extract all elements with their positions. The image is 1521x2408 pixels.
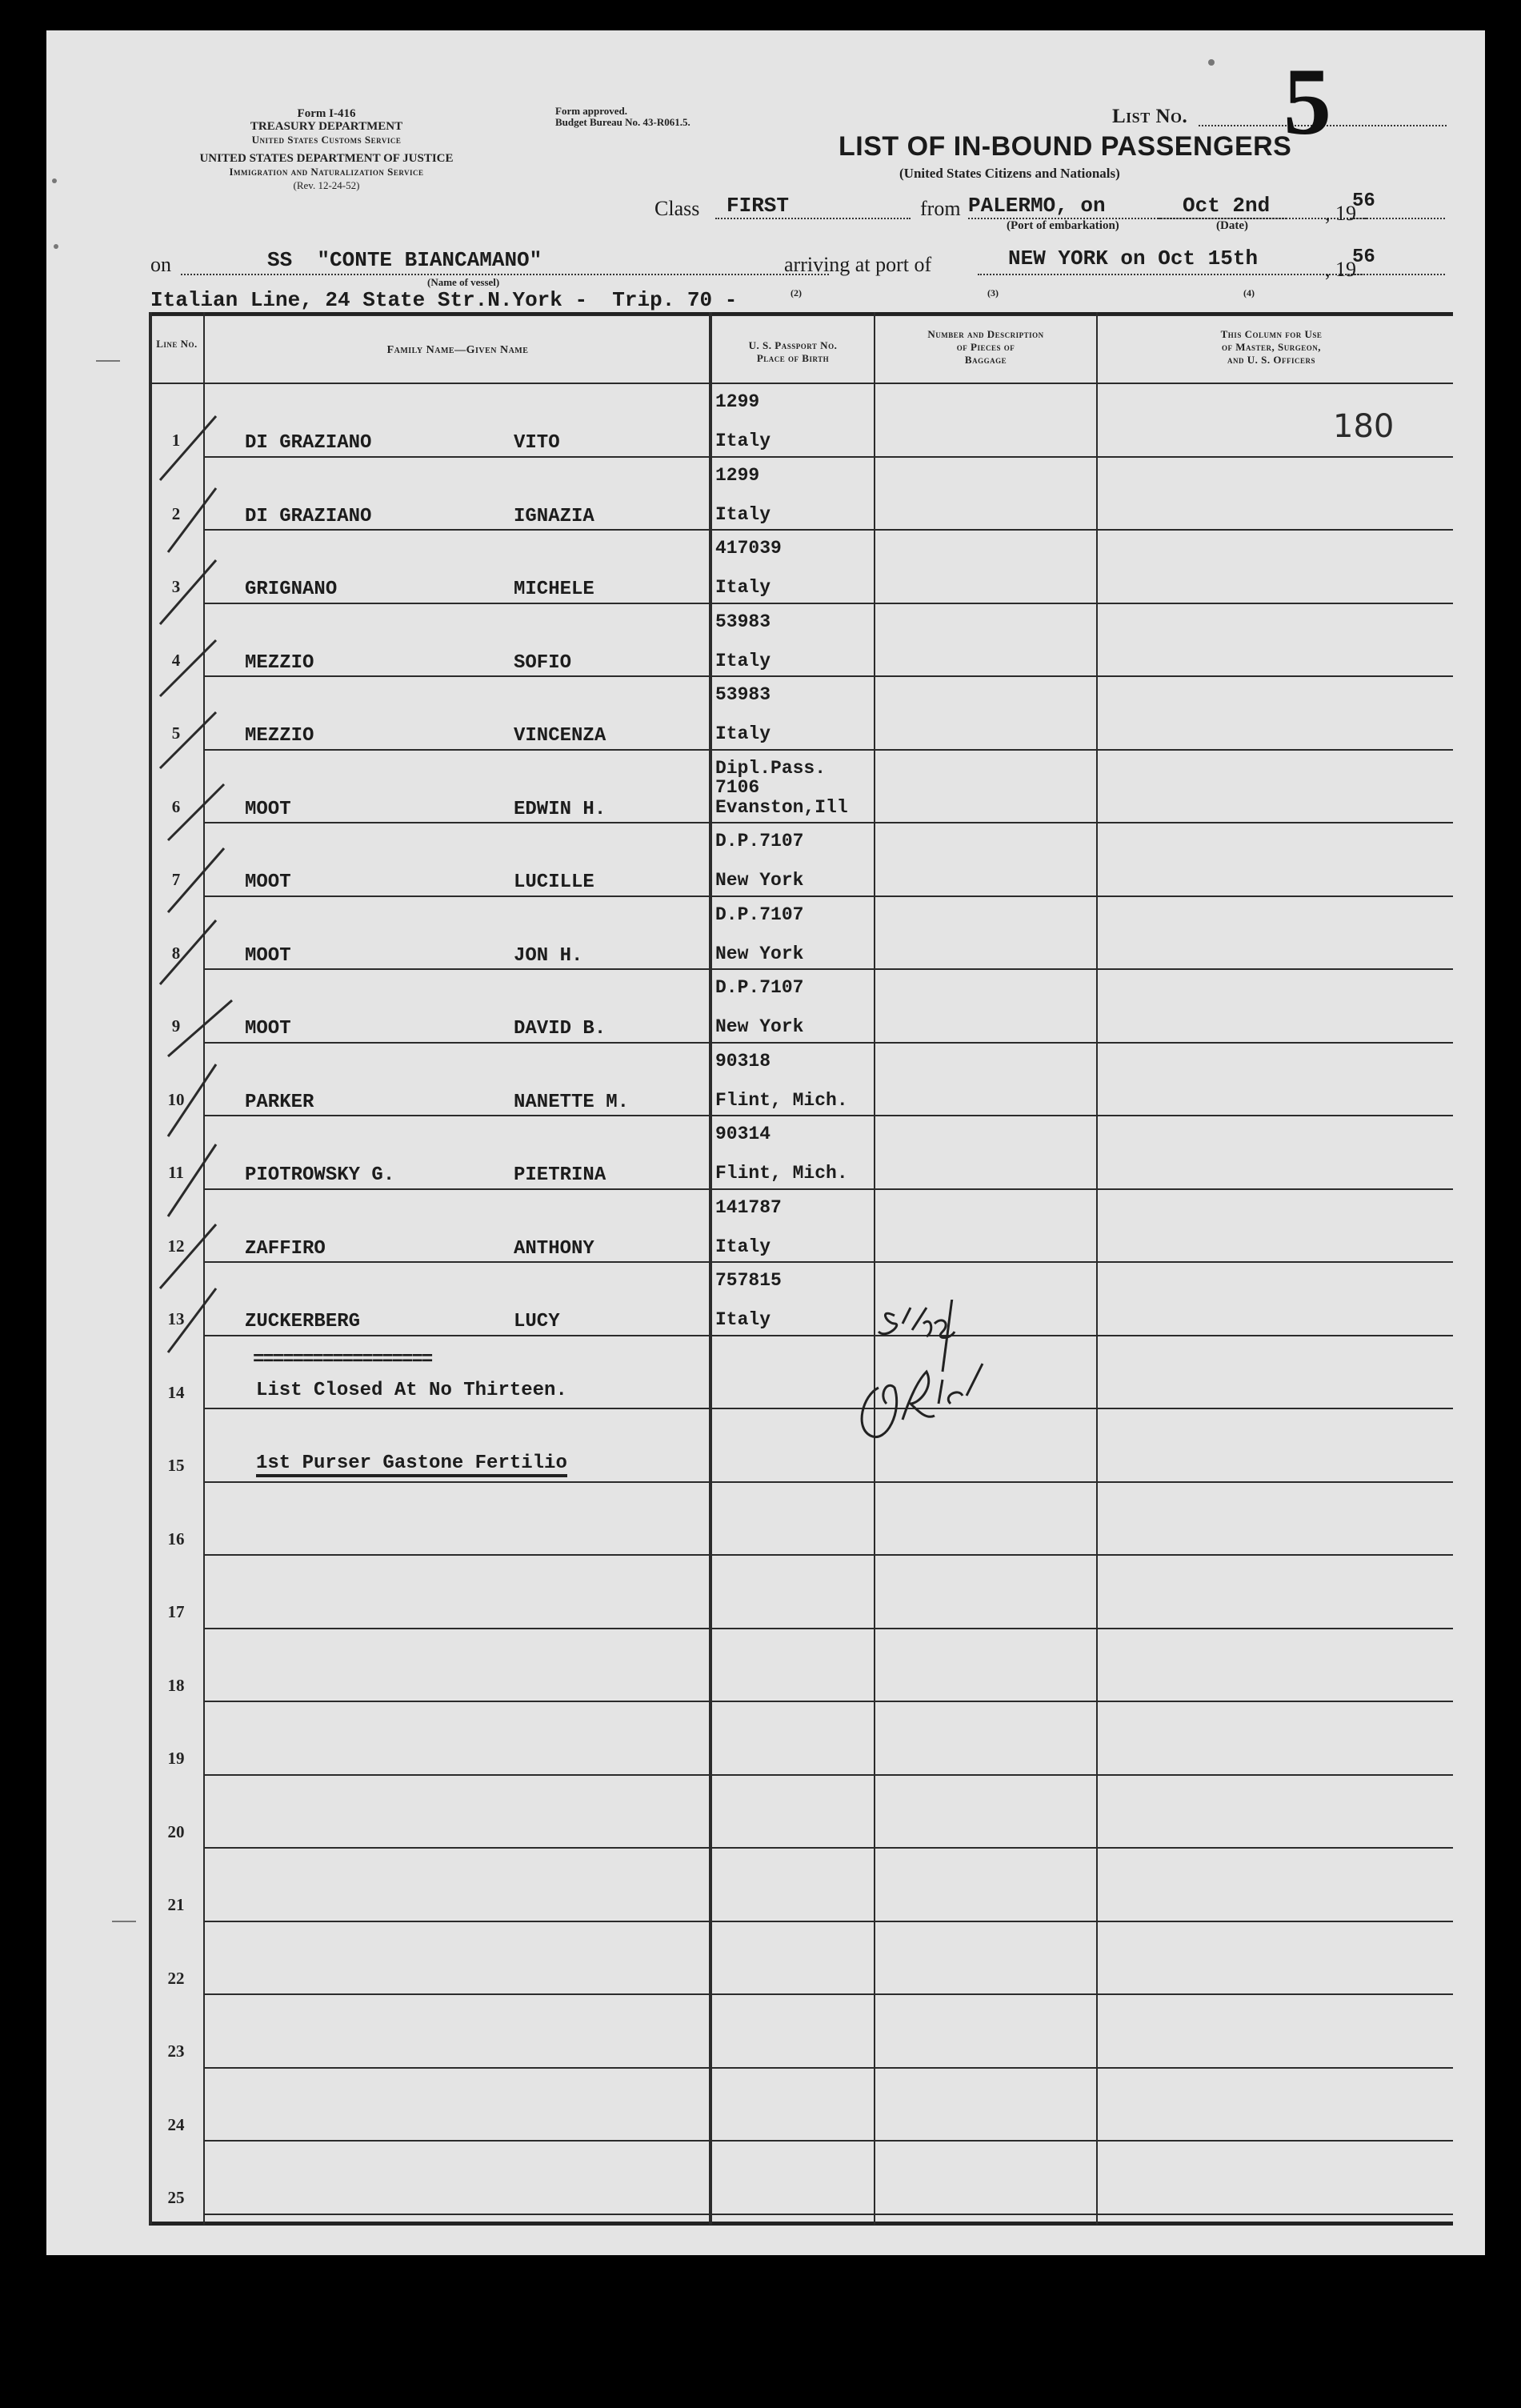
col-header-name: Family Name—Given Name: [386, 344, 529, 356]
place-of-birth: Flint, Mich.: [715, 1089, 848, 1111]
list-no-label: List No.: [1112, 106, 1188, 127]
place-of-birth: Italy: [715, 650, 771, 671]
col-marker-3: (3): [987, 287, 999, 298]
line-number: 12: [167, 1236, 185, 1256]
class-label: Class: [654, 197, 700, 220]
passport-number: 417039: [715, 538, 782, 559]
family-name: MOOT: [245, 871, 291, 893]
passport-number: 53983: [715, 684, 771, 705]
passport-number: D.P.7107: [715, 831, 804, 851]
place-of-birth: Italy: [715, 723, 771, 744]
given-name: PIETRINA: [514, 1164, 606, 1186]
col-header-passport-line2: Place of Birth: [756, 352, 830, 364]
form-number: Form I-416: [297, 107, 356, 120]
passport-number: 90318: [715, 1050, 771, 1072]
line-number: 23: [167, 2041, 185, 2061]
passport-number: 1299: [715, 391, 760, 412]
separator-line: ==================: [253, 1349, 432, 1371]
col-header-baggage-line3: Baggage: [964, 354, 1007, 366]
given-name: IGNAZIA: [514, 505, 594, 527]
treasury-department: TREASURY DEPARTMENT: [250, 120, 403, 133]
given-name: VINCENZA: [514, 725, 606, 747]
place-of-birth: Italy: [715, 1236, 771, 1257]
ins-service: Immigration and Naturalization Service: [229, 166, 424, 178]
family-name: MOOT: [245, 1018, 291, 1040]
officer-note: 180: [1333, 408, 1395, 445]
vessel-year-prefix: , 19: [1325, 258, 1356, 281]
family-name: DI GRAZIANO: [245, 432, 372, 454]
page-subtitle: (United States Citizens and Nationals): [899, 166, 1120, 181]
col-header-baggage-line2: of Pieces of: [956, 341, 1015, 353]
line-number: 1: [171, 431, 181, 450]
line-number: 13: [167, 1309, 185, 1328]
family-name: MOOT: [245, 944, 291, 967]
place-of-birth: Evanston,Ill: [715, 796, 848, 818]
budget-bureau: Budget Bureau No. 43-R061.5.: [555, 116, 690, 128]
given-name: NANETTE M.: [514, 1091, 630, 1113]
form-approved: Form approved.: [555, 105, 628, 117]
line-number: 8: [171, 943, 181, 963]
vessel-year-suffix: 56: [1352, 246, 1375, 268]
family-name: DI GRAZIANO: [245, 505, 372, 527]
line-number: 21: [167, 1895, 185, 1914]
place-of-birth: New York: [715, 870, 804, 891]
line-number: 19: [167, 1749, 185, 1768]
line-number: 17: [167, 1602, 185, 1621]
line-number: 18: [167, 1675, 185, 1695]
given-name: MICHELE: [514, 579, 594, 600]
col-marker-2: (2): [791, 287, 802, 298]
given-name: EDWIN H.: [514, 798, 606, 820]
col-header-officers-line2: of Master, Surgeon,: [1221, 341, 1321, 353]
line-number: 22: [167, 1968, 185, 1988]
given-name: VITO: [514, 432, 560, 454]
passport-number: D.P.7107: [715, 977, 804, 998]
place-of-birth: Italy: [715, 1309, 771, 1330]
given-name: JON H.: [514, 944, 583, 967]
given-name: LUCY: [514, 1311, 560, 1332]
line-number: 16: [167, 1529, 185, 1549]
page-title: LIST OF IN-BOUND PASSENGERS: [839, 131, 1292, 162]
family-name: MEZZIO: [245, 725, 314, 747]
revision-date: (Rev. 12-24-52): [293, 179, 360, 191]
passport-number: 141787: [715, 1196, 782, 1218]
given-name: LUCILLE: [514, 871, 594, 893]
line-number: 25: [167, 2188, 185, 2207]
given-name: DAVID B.: [514, 1018, 606, 1040]
vessel-name: SS "CONTE BIANCAMANO": [267, 248, 542, 272]
class-value: FIRST: [726, 194, 790, 218]
port-value: NEW YORK on Oct 15th: [1008, 246, 1259, 270]
class-year-suffix: 56: [1352, 190, 1375, 212]
place-of-birth: Flint, Mich.: [715, 1163, 848, 1184]
col-header-officers-line1: This Column for Use: [1220, 328, 1323, 340]
place-of-birth: Italy: [715, 431, 771, 451]
col-header-baggage-line1: Number and Description: [927, 328, 1044, 340]
family-name: ZAFFIRO: [245, 1237, 326, 1260]
department-of-justice: UNITED STATES DEPARTMENT OF JUSTICE: [199, 152, 454, 165]
col-header-line: Line No.: [156, 338, 198, 350]
passport-number: 1299: [715, 464, 760, 486]
date-caption: (Date): [1216, 219, 1248, 232]
passport-number: D.P.7107: [715, 904, 804, 925]
line-number: 15: [167, 1456, 185, 1475]
line-number: 10: [167, 1089, 185, 1109]
tally-marks: [160, 416, 232, 1352]
list-no-value: 5: [1283, 48, 1331, 154]
place-of-birth: Italy: [715, 503, 771, 525]
family-name: MEZZIO: [245, 651, 314, 674]
col-header-officers-line3: and U. S. Officers: [1227, 354, 1315, 366]
col-marker-4: (4): [1243, 287, 1255, 298]
class-year-prefix: , 19: [1325, 202, 1356, 225]
family-name: PIOTROWSKY G.: [245, 1164, 395, 1186]
line-number: 7: [171, 870, 181, 889]
family-name: GRIGNANO: [245, 579, 338, 600]
given-name: SOFIO: [514, 651, 572, 674]
col-header-passport-line1: U. S. Passport No.: [748, 339, 838, 351]
line-number: 5: [171, 723, 181, 743]
family-name: PARKER: [245, 1091, 314, 1113]
from-label: from: [920, 197, 961, 220]
passport-number: 90314: [715, 1124, 771, 1144]
passport-number: Dipl.Pass. 7106: [715, 757, 827, 798]
agent-line: Italian Line, 24 State Str.N.York - Trip. 70 -: [150, 288, 738, 312]
closing-note: List Closed At No Thirteen.: [256, 1379, 567, 1401]
line-number: 4: [171, 650, 181, 670]
given-name: ANTHONY: [514, 1237, 594, 1260]
place-of-birth: New York: [715, 943, 804, 964]
embark-caption: (Port of embarkation): [1007, 219, 1119, 232]
line-number: 11: [168, 1163, 184, 1182]
line-number: 9: [171, 1016, 181, 1036]
passport-number: 757815: [715, 1270, 782, 1291]
closing-note: 1st Purser Gastone Fertilio: [256, 1452, 567, 1477]
line-number: 14: [167, 1382, 185, 1402]
line-number: 6: [171, 796, 181, 816]
place-of-birth: New York: [715, 1016, 804, 1037]
date-value: Oct 2nd: [1183, 194, 1271, 218]
arriving-label: arriving at port of: [784, 253, 932, 276]
place-of-birth: Italy: [715, 577, 771, 598]
customs-service: United States Customs Service: [251, 134, 402, 146]
margin-specks: [52, 59, 1215, 1922]
from-value: PALERMO, on: [968, 194, 1106, 218]
on-label: on: [150, 253, 171, 276]
passport-number: 53983: [715, 611, 771, 632]
line-number: 24: [167, 2114, 185, 2134]
vessel-caption: (Name of vessel): [427, 276, 500, 288]
line-number: 3: [171, 577, 181, 596]
family-name: MOOT: [245, 798, 291, 820]
family-name: ZUCKERBERG: [245, 1311, 361, 1332]
line-number: 2: [171, 503, 181, 523]
line-number: 20: [167, 1821, 185, 1841]
